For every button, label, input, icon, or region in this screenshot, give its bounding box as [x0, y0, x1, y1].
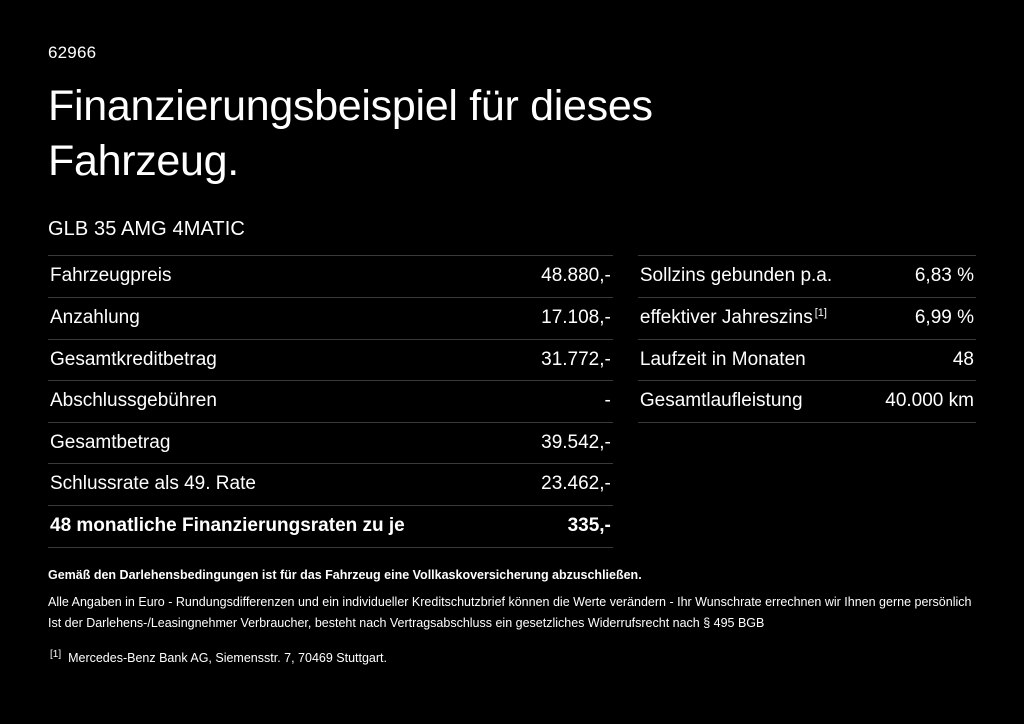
- row-label: Gesamtbetrag: [50, 431, 171, 453]
- row-value: 40.000 km: [885, 390, 974, 412]
- row-value: 23.462,-: [541, 473, 611, 495]
- table-row: [48, 340, 613, 382]
- footer-notes: [48, 566, 976, 668]
- row-value: 48: [952, 348, 974, 370]
- footer-insurance-note: Gemäß den Darlehensbedingungen ist für das Fahrzeug eine Vollkaskoversicherung abzuschließen.: [48, 568, 642, 582]
- row-label: Abschlussgebühren: [50, 390, 217, 412]
- table-row: [638, 255, 976, 298]
- row-label: Fahrzeugpreis: [50, 265, 172, 287]
- page-title: Finanzierungsbeispiel für dieses Fahrzeug.: [48, 82, 653, 186]
- table-row: [48, 423, 613, 465]
- footnote-text: Mercedes-Benz Bank AG, Siemensstr. 7, 70469 Stuttgart.: [68, 650, 387, 665]
- row-value: 48.880,-: [541, 265, 611, 287]
- row-label: Schlussrate als 49. Rate: [50, 473, 256, 495]
- row-value: 6,99 %: [914, 306, 974, 328]
- financing-tables: [48, 255, 976, 547]
- table-row: [48, 464, 613, 506]
- footer-note-line-1: Alle Angaben in Euro - Rundungsdifferenzen und ein individueller Kreditschutzbrief können die Werte verändern - Ihr Wunschrate errechnen wir Ihnen gerne persönlich: [48, 595, 972, 610]
- financing-table-left: [48, 255, 613, 547]
- table-row: [48, 298, 613, 340]
- row-value: 335,-: [567, 515, 611, 537]
- table-row-monthly-rate: [48, 506, 613, 548]
- footnote-marker: [1]: [814, 306, 827, 319]
- footer-bank-legal: [48, 649, 976, 668]
- vehicle-model: GLB 35 AMG 4MATIC: [48, 218, 245, 241]
- table-row: [638, 381, 976, 423]
- table-row: [48, 381, 613, 423]
- footer-note-line-2: Ist der Darlehens-/Leasingnehmer Verbraucher, besteht nach Vertragsabschluss ein gesetzliches Widerrufsrecht nach § 495 BGB: [48, 615, 765, 630]
- row-value: -: [604, 390, 611, 412]
- table-row: [638, 298, 976, 340]
- row-label: Sollzins gebunden p.a.: [639, 265, 833, 287]
- footnote-marker: [1]: [50, 648, 62, 660]
- row-value: 39.542,-: [541, 431, 611, 453]
- row-label: 48 monatliche Finanzierungsraten zu je: [50, 515, 405, 537]
- reference-number: 62966: [48, 43, 97, 62]
- table-row: [638, 340, 976, 382]
- row-value: 31.772,-: [541, 348, 611, 370]
- row-label: Gesamtkreditbetrag: [50, 348, 217, 370]
- row-value: 17.108,-: [541, 306, 611, 328]
- row-label: Laufzeit in Monaten: [639, 348, 806, 370]
- row-label: Gesamtlaufleistung: [639, 390, 803, 412]
- financing-table-right: [638, 255, 976, 547]
- table-row: [48, 255, 613, 298]
- row-label-group: [640, 305, 827, 331]
- row-value: 6,83 %: [914, 265, 974, 287]
- row-label: effektiver Jahreszins: [639, 306, 813, 328]
- row-label: Anzahlung: [50, 306, 140, 328]
